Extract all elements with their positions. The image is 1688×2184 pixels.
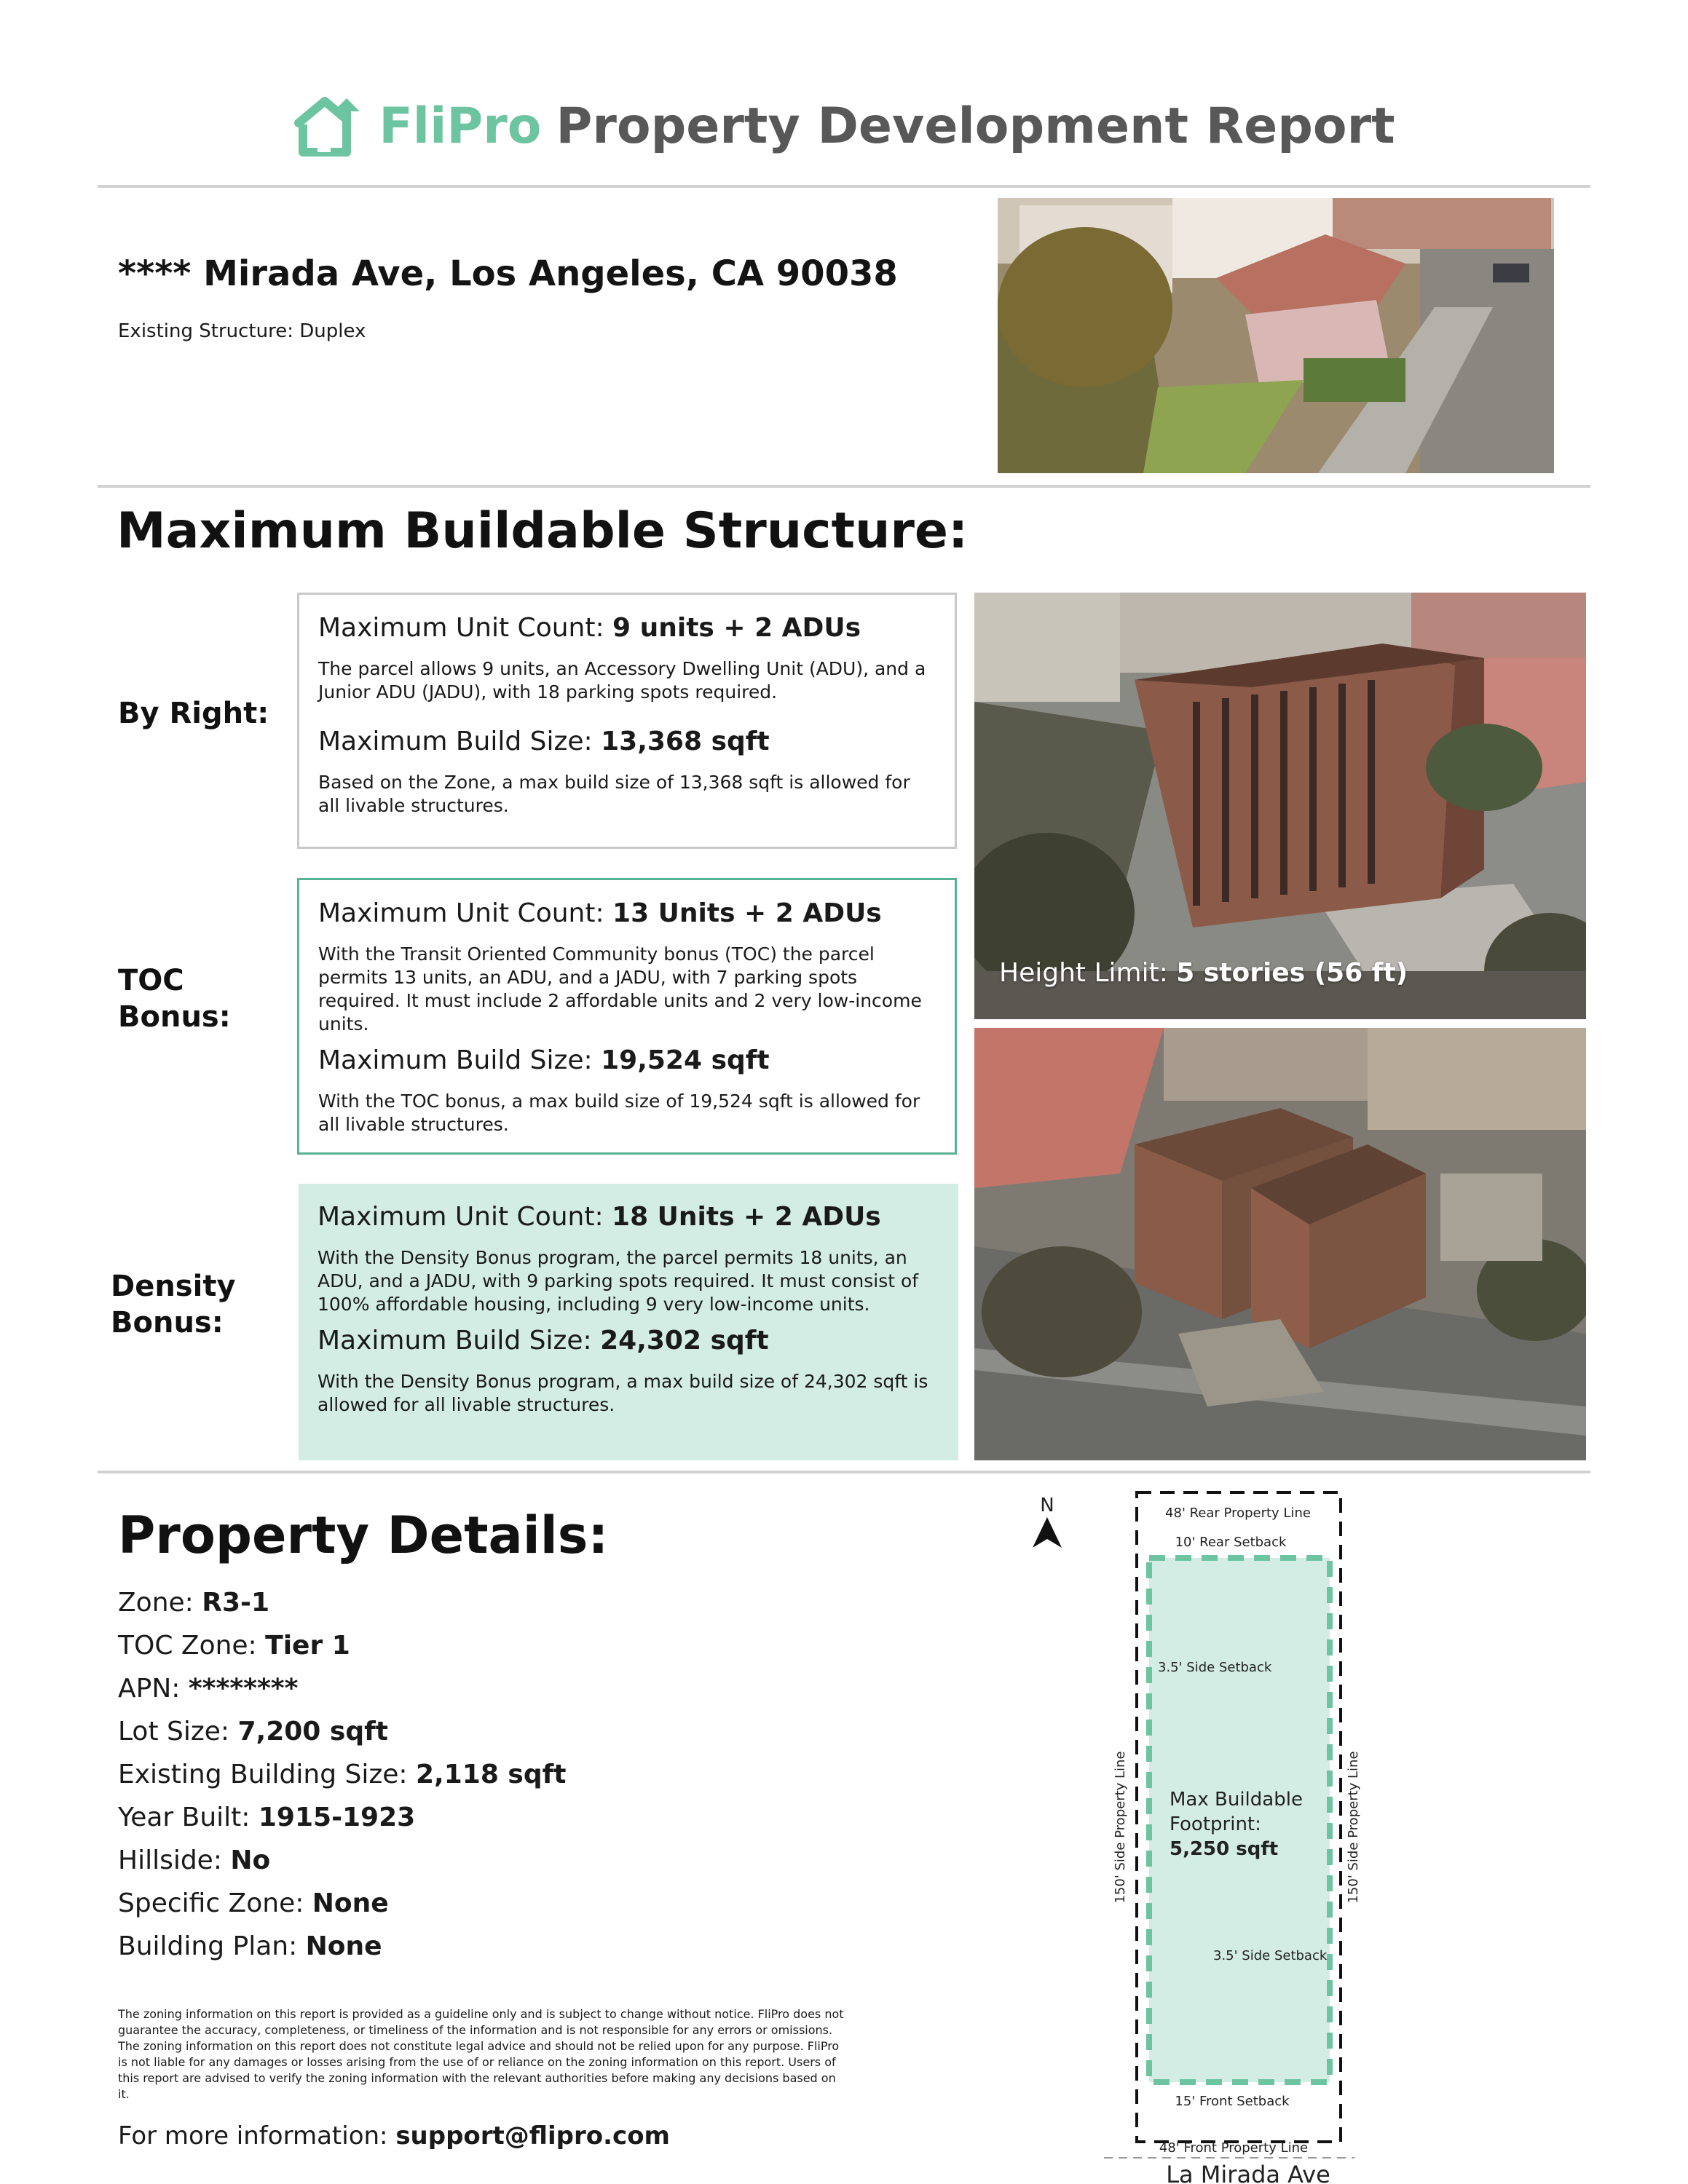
divider [98,485,1590,488]
max-buildable-title: Maximum Buildable Structure: [117,502,969,560]
unit-count: Maximum Unit Count: 9 units + 2 ADUs [318,613,861,643]
density-bonus-card [299,1184,958,1460]
side-property-line-right-label: 150' Side Property Line [1346,1751,1361,1904]
side-property-line-left-label: 150' Side Property Line [1113,1751,1128,1904]
toc-bonus-card [297,878,957,1155]
unit-count-desc: With the Density Bonus program, the parcel permits 18 units, an ADU, and a JADU, with 9 parking spots required. It must consist of 100% affordable housing, including 9 very low-income units. [318,1247,919,1315]
rear-setback-label: 10' Rear Setback [1175,1535,1287,1550]
height-limit: Height Limit: 5 stories (56 ft) [999,958,1408,988]
divider [98,185,1590,188]
detail-zone: Zone: R3-1 [118,1588,269,1618]
rear-property-line-label: 48' Rear Property Line [1165,1506,1311,1521]
street-name: La Mirada Ave [1166,2161,1330,2184]
build-size-desc: With the Density Bonus program, a max build size of 24,302 sqft is allowed for all livable structures. [318,1371,928,1415]
property-details-list [118,1581,566,1968]
detail-existing-building-size: Existing Building Size: 2,118 sqft [118,1760,567,1789]
side-setback-top-label: 3.5' Side Setback [1158,1660,1272,1675]
existing-structure: Existing Structure: Duplex [118,320,366,342]
density-bonus-label: Density Bonus: [111,1270,236,1340]
toc-bonus-label: TOC Bonus: [118,964,231,1034]
divider [98,1471,1590,1473]
detail-apn: APN: ******** [118,1674,299,1704]
contact-info: For more information: support@flipro.com [118,2121,670,2151]
front-setback-label: 15' Front Setback [1175,2094,1290,2109]
site-plan-diagram [1005,1485,1398,2184]
house-logo-icon [293,95,363,157]
north-arrow-icon [1033,1517,1062,1548]
report-title: Property Development Report [556,97,1395,155]
building-render-front [974,593,1586,1019]
unit-count-desc: With the Transit Oriented Community bonus (TOC) the parcel permits 13 units, an ADU, and a JADU, with 7 parking spots required. It must include 2 affordable units and 2 very low-income units. [318,943,922,1034]
property-address: **** Mirada Ave, Los Angeles, CA 90038 [118,253,898,294]
build-size: Maximum Build Size: 24,302 sqft [318,1326,769,1356]
detail-year-built: Year Built: 1915-1923 [118,1803,416,1832]
build-size: Maximum Build Size: 13,368 sqft [318,727,770,756]
detail-building-plan: Building Plan: None [118,1931,382,1961]
front-property-line-label: 48' Front Property Line [1159,2140,1309,2156]
detail-hillside: Hillside: No [118,1845,271,1875]
unit-count: Maximum Unit Count: 13 Units + 2 ADUs [318,898,882,928]
footprint-label-line2: Footprint: [1170,1813,1261,1835]
detail-lot-size: Lot Size: 7,200 sqft [118,1717,388,1746]
property-photo [998,198,1554,473]
footprint-value: 5,250 sqft [1170,1838,1279,1860]
by-right-label: By Right: [118,697,269,730]
unit-count-desc: The parcel allows 9 units, an Accessory Dwelling Unit (ADU), and a Junior ADU (JADU), with 18 parking spots required. [318,658,926,703]
north-label: N [1040,1495,1054,1516]
building-render-aerial [974,1028,1586,1460]
detail-toc-zone: TOC Zone: Tier 1 [118,1631,350,1661]
detail-specific-zone: Specific Zone: None [118,1888,389,1918]
brand-name: FliPro [379,97,542,155]
by-right-card [297,593,957,849]
report-header [0,86,1688,166]
unit-count: Maximum Unit Count: 18 Units + 2 ADUs [318,1202,881,1232]
disclaimer: The zoning information on this report is provided as a guideline only and is subject to change without notice. FliPro does not guarantee the accuracy, completeness, or timeliness of the information and is not responsible for any errors or omissions. The zoning information on this report does not constitute legal advice and should not be relied upon for any purpose. FliPro is not liable for any damages or losses arising from the use of or reliance on the zoning information on this report. Users of this report are advised to verify the zoning information with the relevant authorities before making any decisions based on it. [118,2007,844,2101]
build-size-desc: Based on the Zone, a max build size of 13,368 sqft is allowed for all livable structures. [318,772,910,816]
side-setback-bottom-label: 3.5' Side Setback [1213,1948,1328,1963]
footprint-label-line1: Max Buildable [1170,1789,1303,1811]
build-size-desc: With the TOC bonus, a max build size of 19,524 sqft is allowed for all livable structures. [318,1091,920,1135]
support-email-link[interactable]: support@flipro.com [395,2121,670,2151]
property-details-title: Property Details: [118,1506,609,1565]
build-size: Maximum Build Size: 19,524 sqft [318,1045,770,1075]
